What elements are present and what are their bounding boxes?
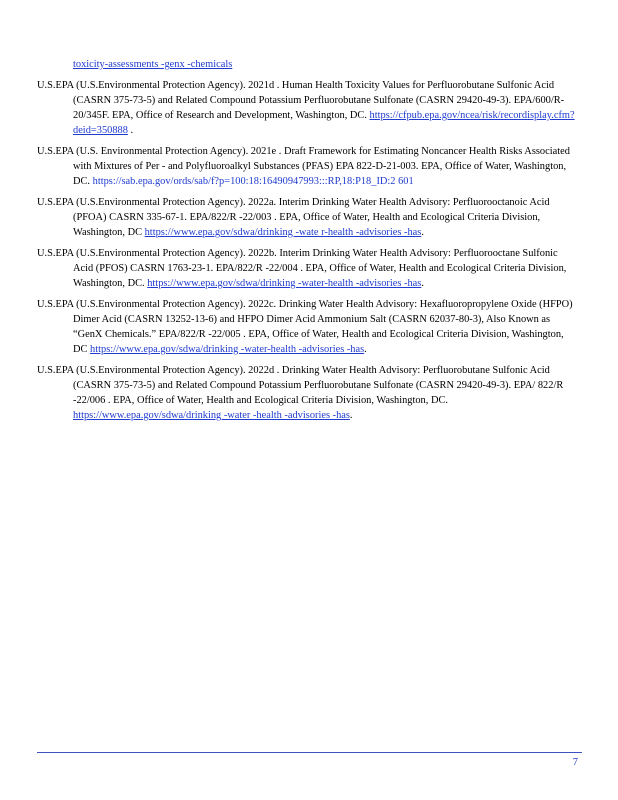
reference-text: U.S.EPA (U.S.Environmental Protection Agency). 2022d . Drinking Water Health Advisory: Perfluorobutane Sulfonic Acid (CASRN 375-73-5) and Related Compound Potassium Perfluorobutane Sulfonate (CASRN 29420-49-3). EPA/ 822/R -22/006 . EPA, Office of Water, Health and Ecological Criteria Division, Washington, DC. bbox=[37, 365, 564, 406]
footer-rule bbox=[37, 752, 582, 753]
continued-reference-link bbox=[37, 57, 579, 72]
reference-2021d bbox=[37, 78, 579, 138]
reference-tail: . bbox=[421, 278, 424, 289]
reference-tail: . bbox=[364, 344, 367, 355]
reference-tail: . bbox=[127, 125, 134, 136]
reference-link[interactable]: https://www.epa.gov/sdwa/drinking -wate r-health -advisories -has bbox=[144, 227, 422, 238]
reference-text: U.S.EPA (U.S.Environmental Protection Agency). 2022b. Interim Drinking Water Health Advisory: Perfluorooctane Sulfonic Acid (PFOS) CASRN 1763-23-1. EPA/822/R -22/004 . EPA, Office of Water, Health and Ecological Criteria Division, Washington, DC. bbox=[37, 248, 567, 289]
reference-link[interactable]: https://www.epa.gov/sdwa/drinking -water-health -advisories -has bbox=[90, 344, 365, 355]
reference-2022a bbox=[37, 195, 579, 240]
page-number: 7 bbox=[572, 757, 578, 768]
reference-url[interactable]: https://sab.epa.gov/ords/sab/f?p=100:18:16490947993:::RP,18:P18_ID:2 601 bbox=[92, 176, 414, 187]
reference-text: U.S.EPA (U.S.Environmental Protection Agency). 2022c. Drinking Water Health Advisory: Hexafluoropropylene Oxide (HFPO) Dimer Acid (CASRN 13252-13-6) and HFPO Dimer Acid Ammonium Salt (CASRN 62037-80-3), Also Known as “GenX Chemicals.” EPA/822/R -22/005 . EPA, Office of Water, Health and Ecological Criteria Division, Washington, DC bbox=[37, 299, 573, 355]
reference-link[interactable]: https://cfpub.epa.gov/ncea/risk/recordisplay.cfm?deid=350888 bbox=[73, 110, 575, 136]
reference-link[interactable]: https://www.epa.gov/sdwa/drinking -water -health -advisories -has bbox=[73, 410, 350, 421]
reference-2021e bbox=[37, 144, 579, 189]
reference-text: U.S.EPA (U.S.Environmental Protection Agency). 2022a. Interim Drinking Water Health Advisory: Perfluorooctanoic Acid (PFOA) CASRN 335-67-1. EPA/822/R -22/003 . EPA, Office of Water, Health and Ecological Criteria Division, Washington, DC bbox=[37, 197, 550, 238]
reference-text: U.S.EPA (U.S.Environmental Protection Agency). 2021d . Human Health Toxicity Values for Perfluorobutane Sulfonic Acid (CASRN 375-73-5) and Related Compound Potassium Perfluorobutane Sulfonate (CASRN 29420-49-3). EPA/600/R-20/345F. EPA, Office of Research and Development, Washington, DC. bbox=[37, 80, 565, 121]
reference-tail: . bbox=[349, 410, 353, 421]
reference-text: U.S.EPA (U.S. Environmental Protection Agency). 2021e . Draft Framework for Estimating Noncancer Health Risks Associated with Mixtures of Per - and Polyfluoroalkyl Substances (PFAS) EPA 822-D-21-003. EPA, Office of Water, Washington, DC. bbox=[37, 146, 570, 187]
reference-link[interactable]: https://www.epa.gov/sdwa/drinking -water-health -advisories -has bbox=[147, 278, 422, 289]
lead-link[interactable]: toxicity-assessments -genx -chemicals bbox=[73, 59, 233, 70]
reference-2022b bbox=[37, 246, 579, 291]
reference-2022c bbox=[37, 297, 579, 357]
reference-tail: . bbox=[421, 227, 424, 238]
reference-list bbox=[37, 57, 579, 429]
reference-2022d bbox=[37, 363, 579, 423]
